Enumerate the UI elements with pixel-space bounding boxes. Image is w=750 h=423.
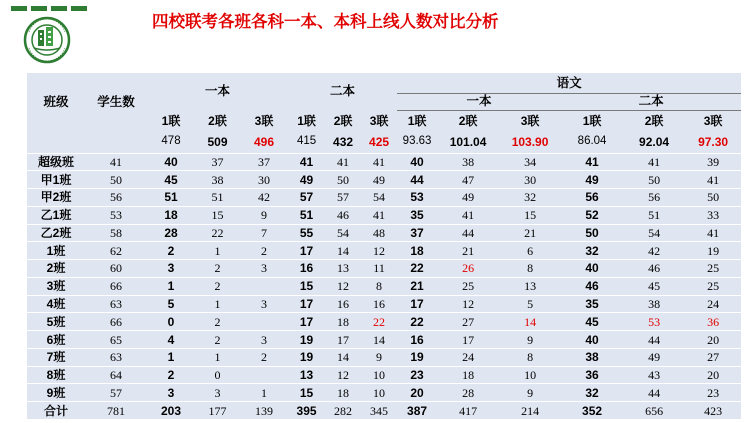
class-name-cell: 7班 (27, 348, 85, 366)
count-cell: 8 (499, 260, 561, 278)
count-cell: 214 (499, 402, 561, 420)
count-cell: 9 (361, 348, 397, 366)
count-cell: 2 (195, 260, 240, 278)
count-cell: 2 (147, 242, 195, 260)
benchmark-cell: 93.63 (397, 131, 437, 153)
benchmark-cell: 86.04 (561, 131, 623, 153)
count-cell: 34 (499, 153, 561, 171)
class-name-cell: 5班 (27, 313, 85, 331)
class-name-cell: 4班 (27, 295, 85, 313)
count-cell: 51 (147, 189, 195, 207)
count-cell: 19 (288, 348, 325, 366)
count-cell: 1 (147, 277, 195, 295)
count-cell: 54 (623, 224, 685, 242)
count-cell: 4 (147, 331, 195, 349)
table-row (27, 206, 741, 224)
count-cell: 17 (437, 331, 499, 349)
column-label: 1联 (407, 113, 427, 128)
students-cell: 65 (85, 331, 147, 349)
count-cell: 38 (437, 153, 499, 171)
count-cell (240, 366, 288, 384)
count-cell: 44 (623, 331, 685, 349)
count-cell: 8 (361, 277, 397, 295)
count-cell: 24 (437, 348, 499, 366)
students-cell: 66 (85, 313, 147, 331)
class-name-cell: 甲2班 (27, 189, 85, 207)
count-cell: 46 (561, 277, 623, 295)
count-cell: 22 (397, 313, 437, 331)
column-label: 2联 (644, 113, 664, 128)
table-row (27, 153, 741, 171)
count-cell: 57 (288, 189, 325, 207)
count-cell: 14 (325, 242, 361, 260)
count-cell: 19 (397, 348, 437, 366)
count-cell: 32 (561, 242, 623, 260)
count-cell: 32 (561, 384, 623, 402)
count-cell: 17 (397, 295, 437, 313)
students-header: 学生数 (97, 94, 135, 109)
count-cell: 45 (561, 313, 623, 331)
results-table (27, 73, 741, 420)
count-cell: 49 (437, 189, 499, 207)
students-cell: 63 (85, 348, 147, 366)
column-label: 1联 (582, 113, 602, 128)
count-cell: 9 (240, 206, 288, 224)
count-cell: 26 (437, 260, 499, 278)
count-cell (240, 277, 288, 295)
count-cell: 41 (361, 206, 397, 224)
page-title: 四校联考各班各科一本、本科上线人数对比分析 (152, 12, 499, 31)
count-cell: 44 (623, 384, 685, 402)
group-chinese-yiben: 一本 (397, 93, 561, 110)
table-row (27, 277, 741, 295)
class-name-cell: 甲1班 (27, 171, 85, 189)
count-cell: 139 (240, 402, 288, 420)
count-cell: 15 (499, 206, 561, 224)
count-cell: 41 (325, 153, 361, 171)
column-label: 3联 (520, 113, 540, 128)
benchmark-cell: 101.04 (437, 131, 499, 153)
bench-spacer (27, 131, 85, 153)
table-row (27, 189, 741, 207)
count-cell: 39 (685, 153, 741, 171)
table-row (27, 242, 741, 260)
count-cell: 6 (499, 242, 561, 260)
class-name-cell: 8班 (27, 366, 85, 384)
count-cell (240, 313, 288, 331)
count-cell: 49 (361, 171, 397, 189)
count-cell: 21 (397, 277, 437, 295)
count-cell: 52 (561, 206, 623, 224)
count-cell: 352 (561, 402, 623, 420)
count-cell: 23 (685, 384, 741, 402)
count-cell: 38 (561, 348, 623, 366)
count-cell: 35 (397, 206, 437, 224)
count-cell: 2 (240, 348, 288, 366)
group-total-erben: 二本 (330, 84, 356, 99)
students-cell: 56 (85, 189, 147, 207)
count-cell: 2 (195, 331, 240, 349)
count-cell: 43 (623, 366, 685, 384)
count-cell: 40 (561, 331, 623, 349)
count-cell: 17 (288, 242, 325, 260)
count-cell: 14 (325, 348, 361, 366)
count-cell: 9 (499, 384, 561, 402)
count-cell: 53 (397, 189, 437, 207)
students-cell: 50 (85, 171, 147, 189)
count-cell: 16 (397, 331, 437, 349)
count-cell: 49 (288, 171, 325, 189)
count-cell: 2 (195, 313, 240, 331)
count-cell: 18 (437, 366, 499, 384)
table-row (27, 171, 741, 189)
count-cell: 12 (361, 242, 397, 260)
count-cell: 18 (325, 313, 361, 331)
count-cell: 3 (240, 295, 288, 313)
count-cell: 41 (437, 206, 499, 224)
count-cell: 41 (623, 153, 685, 171)
column-label: 3联 (369, 113, 389, 128)
count-cell: 32 (499, 189, 561, 207)
count-cell: 53 (623, 313, 685, 331)
count-cell: 12 (325, 277, 361, 295)
count-cell: 51 (623, 206, 685, 224)
count-cell: 19 (288, 331, 325, 349)
count-cell: 1 (195, 242, 240, 260)
class-name-cell: 2班 (27, 260, 85, 278)
count-cell: 21 (437, 242, 499, 260)
count-cell: 3 (195, 384, 240, 402)
count-cell: 16 (288, 260, 325, 278)
count-cell: 37 (240, 153, 288, 171)
count-cell: 12 (437, 295, 499, 313)
benchmark-cell: 509 (195, 131, 240, 153)
class-name-cell: 9班 (27, 384, 85, 402)
count-cell: 10 (361, 366, 397, 384)
count-cell: 2 (147, 366, 195, 384)
count-cell: 423 (685, 402, 741, 420)
students-cell: 66 (85, 277, 147, 295)
count-cell: 40 (561, 260, 623, 278)
students-cell: 53 (85, 206, 147, 224)
count-cell: 46 (623, 260, 685, 278)
students-cell: 58 (85, 224, 147, 242)
students-cell: 41 (85, 153, 147, 171)
results-table-container (27, 73, 741, 420)
column-label: 2联 (208, 113, 227, 128)
benchmark-cell: 92.04 (623, 131, 685, 153)
count-cell: 51 (195, 189, 240, 207)
table-row (27, 295, 741, 313)
count-cell: 44 (437, 224, 499, 242)
count-cell: 50 (561, 224, 623, 242)
count-cell: 54 (361, 189, 397, 207)
table-row (27, 402, 741, 420)
count-cell: 345 (361, 402, 397, 420)
benchmark-cell: 425 (361, 131, 397, 153)
count-cell: 25 (685, 277, 741, 295)
count-cell: 13 (288, 366, 325, 384)
count-cell: 45 (623, 277, 685, 295)
bench-spacer (85, 131, 147, 153)
count-cell: 3 (147, 384, 195, 402)
count-cell: 37 (397, 224, 437, 242)
count-cell: 45 (147, 171, 195, 189)
count-cell: 46 (325, 206, 361, 224)
column-label: 2联 (458, 113, 478, 128)
count-cell: 30 (240, 171, 288, 189)
group-chinese: 语文 (397, 73, 741, 93)
count-cell: 54 (325, 224, 361, 242)
count-cell: 7 (240, 224, 288, 242)
group-total-yiben: 一本 (205, 84, 231, 99)
count-cell: 41 (361, 153, 397, 171)
count-cell: 16 (361, 295, 397, 313)
count-cell: 14 (361, 331, 397, 349)
count-cell: 49 (561, 171, 623, 189)
count-cell: 41 (685, 224, 741, 242)
count-cell: 2 (195, 277, 240, 295)
students-cell: 57 (85, 384, 147, 402)
benchmark-cell: 415 (288, 131, 325, 153)
count-cell: 0 (147, 313, 195, 331)
count-cell: 10 (361, 384, 397, 402)
count-cell: 50 (325, 171, 361, 189)
count-cell: 50 (685, 189, 741, 207)
count-cell: 0 (195, 366, 240, 384)
benchmark-cell: 103.90 (499, 131, 561, 153)
benchmark-cell: 97.30 (685, 131, 741, 153)
count-cell: 3 (147, 260, 195, 278)
count-cell: 15 (288, 277, 325, 295)
class-name-cell: 3班 (27, 277, 85, 295)
count-cell: 33 (685, 206, 741, 224)
class-name-cell: 乙1班 (27, 206, 85, 224)
count-cell: 41 (561, 153, 623, 171)
table-row (27, 366, 741, 384)
count-cell: 177 (195, 402, 240, 420)
students-cell: 62 (85, 242, 147, 260)
count-cell: 17 (325, 331, 361, 349)
students-cell: 60 (85, 260, 147, 278)
class-name-cell: 6班 (27, 331, 85, 349)
count-cell: 2 (240, 242, 288, 260)
count-cell: 395 (288, 402, 325, 420)
count-cell: 1 (240, 384, 288, 402)
count-cell: 20 (685, 331, 741, 349)
count-cell: 417 (437, 402, 499, 420)
count-cell: 21 (499, 224, 561, 242)
count-cell: 47 (437, 171, 499, 189)
count-cell: 23 (397, 366, 437, 384)
count-cell: 27 (685, 348, 741, 366)
count-cell: 17 (288, 295, 325, 313)
count-cell: 3 (240, 260, 288, 278)
count-cell: 656 (623, 402, 685, 420)
count-cell: 56 (561, 189, 623, 207)
group-chinese-erben: 二本 (561, 93, 741, 110)
column-label: 1联 (297, 113, 316, 128)
count-cell: 22 (397, 260, 437, 278)
table-row (27, 384, 741, 402)
count-cell: 50 (623, 171, 685, 189)
count-cell: 30 (499, 171, 561, 189)
students-cell: 64 (85, 366, 147, 384)
count-cell: 41 (288, 153, 325, 171)
count-cell: 14 (499, 313, 561, 331)
class-name-cell: 1班 (27, 242, 85, 260)
count-cell: 1 (195, 295, 240, 313)
count-cell: 13 (325, 260, 361, 278)
count-cell: 18 (397, 242, 437, 260)
class-name-cell: 合计 (27, 402, 85, 420)
count-cell: 20 (685, 366, 741, 384)
table-row (27, 260, 741, 278)
count-cell: 12 (325, 366, 361, 384)
count-cell: 20 (397, 384, 437, 402)
table-row (27, 348, 741, 366)
count-cell: 51 (288, 206, 325, 224)
count-cell: 13 (499, 277, 561, 295)
count-cell: 57 (325, 189, 361, 207)
count-cell: 28 (147, 224, 195, 242)
count-cell: 25 (437, 277, 499, 295)
count-cell: 41 (685, 171, 741, 189)
count-cell: 42 (240, 189, 288, 207)
benchmark-cell: 432 (325, 131, 361, 153)
count-cell: 40 (147, 153, 195, 171)
count-cell: 1 (147, 348, 195, 366)
count-cell: 22 (195, 224, 240, 242)
class-name-cell: 乙2班 (27, 224, 85, 242)
count-cell: 18 (147, 206, 195, 224)
count-cell: 24 (685, 295, 741, 313)
count-cell: 27 (437, 313, 499, 331)
count-cell: 9 (499, 331, 561, 349)
school-logo (7, 2, 103, 64)
count-cell: 16 (325, 295, 361, 313)
count-cell: 44 (397, 171, 437, 189)
count-cell: 1 (195, 348, 240, 366)
count-cell: 387 (397, 402, 437, 420)
column-label: 3联 (254, 113, 274, 128)
count-cell: 38 (623, 295, 685, 313)
count-cell: 36 (685, 313, 741, 331)
benchmark-cell: 496 (240, 131, 288, 153)
count-cell: 15 (288, 384, 325, 402)
count-cell: 42 (623, 242, 685, 260)
count-cell: 17 (288, 313, 325, 331)
students-cell: 63 (85, 295, 147, 313)
column-label: 2联 (333, 113, 353, 128)
count-cell: 49 (623, 348, 685, 366)
count-cell: 25 (685, 260, 741, 278)
count-cell: 10 (499, 366, 561, 384)
count-cell: 35 (561, 295, 623, 313)
count-cell: 3 (240, 331, 288, 349)
count-cell: 19 (685, 242, 741, 260)
count-cell: 38 (195, 171, 240, 189)
count-cell: 55 (288, 224, 325, 242)
count-cell: 5 (147, 295, 195, 313)
students-cell: 781 (85, 402, 147, 420)
benchmark-cell: 478 (147, 131, 195, 153)
count-cell: 48 (361, 224, 397, 242)
column-label: 3联 (703, 113, 723, 128)
class-name-cell: 超级班 (27, 153, 85, 171)
table-row (27, 224, 741, 242)
table-row (27, 313, 741, 331)
count-cell: 28 (437, 384, 499, 402)
count-cell: 282 (325, 402, 361, 420)
table-row (27, 331, 741, 349)
count-cell: 5 (499, 295, 561, 313)
count-cell: 8 (499, 348, 561, 366)
count-cell: 37 (195, 153, 240, 171)
count-cell: 15 (195, 206, 240, 224)
count-cell: 22 (361, 313, 397, 331)
count-cell: 18 (325, 384, 361, 402)
count-cell: 36 (561, 366, 623, 384)
class-header: 班级 (43, 94, 69, 109)
count-cell: 203 (147, 402, 195, 420)
count-cell: 40 (397, 153, 437, 171)
column-label: 1联 (161, 113, 181, 128)
count-cell: 56 (623, 189, 685, 207)
count-cell: 11 (361, 260, 397, 278)
